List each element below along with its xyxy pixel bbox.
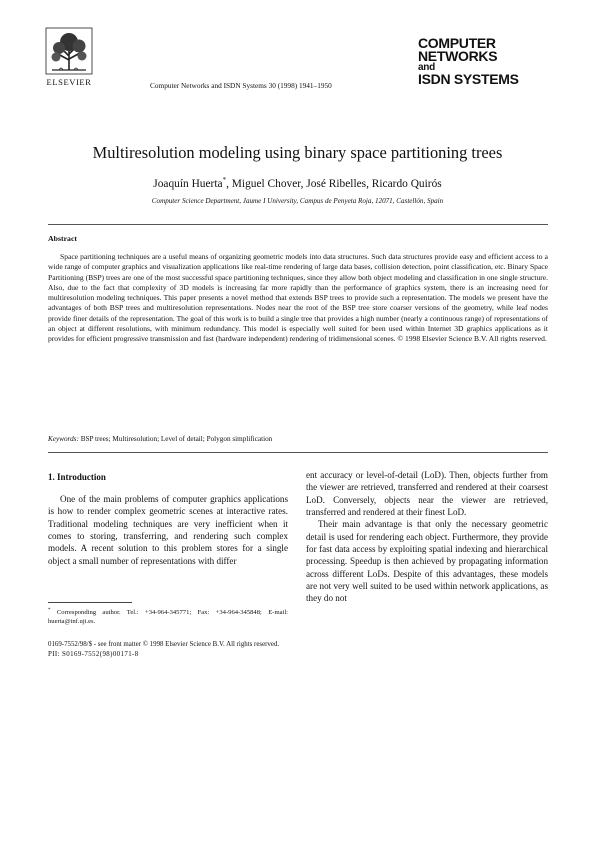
journal-reference: Computer Networks and ISDN Systems 30 (1998) 1941–1950 bbox=[150, 81, 332, 90]
right-column bbox=[306, 469, 548, 605]
journal-brand bbox=[418, 37, 554, 86]
section-heading-introduction: 1. Introduction bbox=[48, 472, 106, 482]
footnote-rule bbox=[48, 602, 132, 603]
affiliation: Computer Science Department, Jaume I University, Campus de Penyeta Roja, 12071, Castellón, Spain bbox=[151, 197, 444, 205]
abstract-heading: Abstract bbox=[48, 234, 78, 243]
abstract-body bbox=[48, 252, 548, 345]
keywords-line bbox=[48, 435, 548, 443]
elsevier-tree-icon bbox=[44, 26, 94, 76]
intro-paragraph-2: Their main advantage is that only the necessary geometric detail is used for rendering each object. Furthermore, they provide for fast data access by exploiting spatial indexing and hierarchical processing. Speedup is then achieved by propagating information across different LoDs. Despite of this advantages, these models are not very well suited to be used within network applications, as they do not bbox=[306, 519, 548, 604]
footnote-mark: * bbox=[48, 608, 51, 613]
brand-line-3: and bbox=[418, 62, 435, 73]
keywords-label: Keywords: bbox=[48, 435, 79, 443]
author-footnote-mark[interactable]: * bbox=[222, 176, 227, 184]
footnote-text: Corresponding author. Tel.: +34-964-345771; Fax: +34-964-345848; E-mail: huerta@inf.uji.es. bbox=[48, 609, 288, 625]
top-rule bbox=[48, 224, 548, 225]
footnote bbox=[48, 606, 288, 626]
keywords-list: BSP trees; Multiresolution; Level of detail; Polygon simplification bbox=[80, 435, 273, 443]
copyright-line: 0169-7552/98/$ - see front matter © 1998 Elsevier Science B.V. All rights reserved. bbox=[48, 641, 280, 648]
intro-paragraph-1-continued: ent accuracy or level-of-detail (LoD). Then, objects further from the viewer are retrieved, transferred and rendered at their coarsest LoD. Conversely, objects near the viewer are retrieved, transferred and rendered at their finest LoD. bbox=[306, 470, 548, 518]
intro-paragraph-1: One of the main problems of computer graphics applications is how to render complex geometric scenes at interactive rates. Traditional modeling techniques are very inefficient when it comes to storing, transferring, and rendering such complex models. A recent solution to this problem stores for a single object a small number of representations with differ bbox=[48, 494, 288, 566]
brand-line-4: ISDN SYSTEMS bbox=[418, 71, 519, 87]
abstract-text: Space partitioning techniques are a useful means of organizing geometric models into data structures. Such data structures provide easy and efficient access to a wide range of computer graphics and visualization applications like real-time rendering of large data bases, collision detection, point classification, etc. Binary Space Partitioning (BSP) trees are one of the most successful space partitioning techniques, since they allow both object modeling and classification in one single structure. Also, due to the fact that complexity of 3D models is increasing far more rapidly than the performance of graphics system, there is an increasing need for multiresolution modeling techniques. This paper presents a novel method that extends BSP trees to provide such a representation. The models we present have the advantages of both BSP trees and multiresolution representations. Nodes near the root of the BSP tree store coarser versions of the geometry, while leaf nodes provide finer details of the representation. The goal of this work is to build a single tree that provides a high number (nearly a continuous range) of representations of an object at different resolutions, with minimum redundancy. This model is especially well suited for been used within Internet 3D graphics applications as it provides for efficient progressive transmission and fast (hardware independent) rendering of tridimensional scenes. © 1998 Elsevier Science B.V. All rights reserved. bbox=[48, 252, 548, 344]
author-list bbox=[0, 176, 595, 190]
brand-line-2: NETWORKS bbox=[418, 48, 498, 64]
left-column bbox=[48, 493, 288, 567]
abstract-rule bbox=[48, 452, 548, 453]
publisher-logo bbox=[44, 26, 94, 88]
other-authors: , Miguel Chover, José Ribelles, Ricardo Quirós bbox=[226, 178, 442, 190]
first-author: Joaquín Huerta bbox=[153, 178, 223, 190]
publisher-name: ELSEVIER bbox=[46, 77, 92, 87]
paper-title: Multiresolution modeling using binary space partitioning trees bbox=[92, 143, 503, 162]
brand-line-1: COMPUTER bbox=[418, 35, 496, 51]
pii-line: PII: S0169-7552(98)00171-8 bbox=[48, 651, 139, 658]
